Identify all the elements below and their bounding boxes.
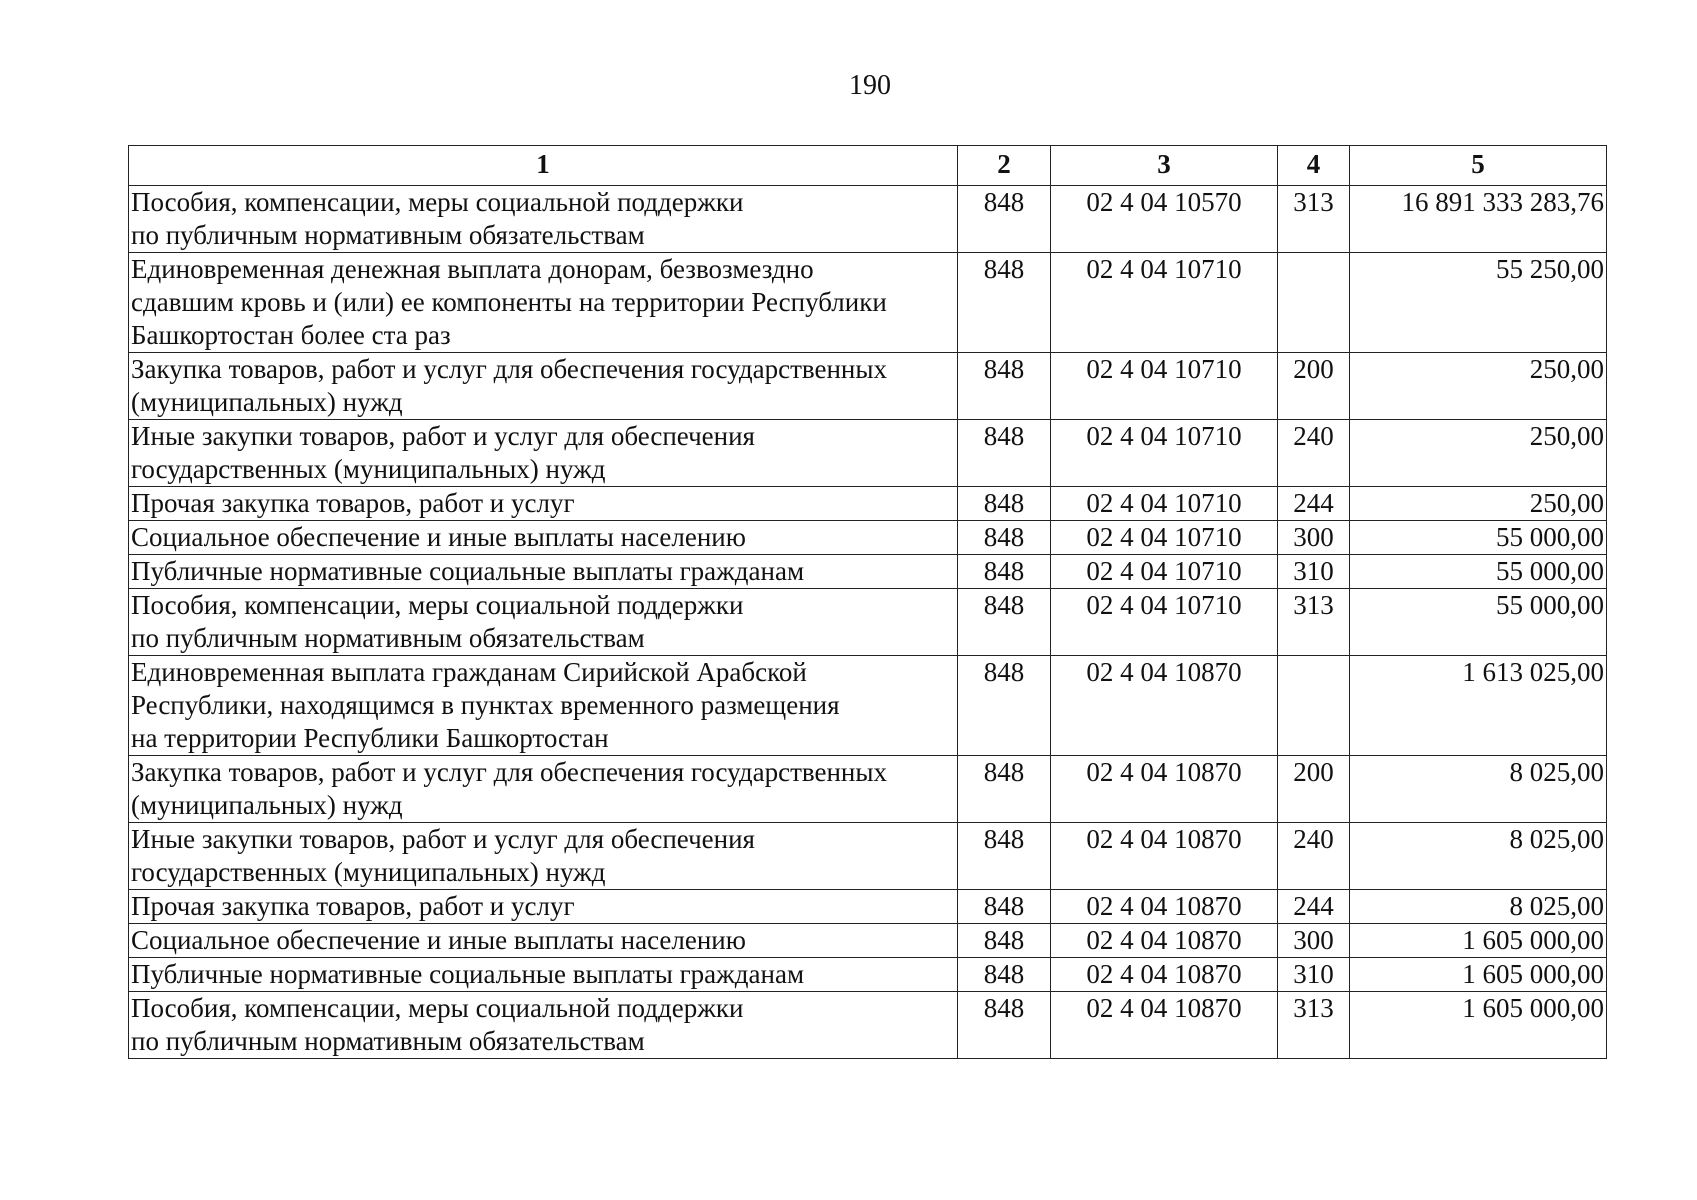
row-code-cell: 848 xyxy=(958,487,1051,521)
row-amount-cell: 8 025,00 xyxy=(1350,756,1607,823)
row-type-cell: 240 xyxy=(1278,420,1350,487)
row-type-cell: 200 xyxy=(1278,756,1350,823)
table-row xyxy=(129,253,1607,353)
row-code-cell: 848 xyxy=(958,656,1051,756)
row-type-cell: 200 xyxy=(1278,353,1350,420)
row-target-cell: 02 4 04 10710 xyxy=(1051,589,1278,656)
row-name-cell xyxy=(129,958,958,992)
row-code-cell: 848 xyxy=(958,186,1051,253)
row-amount-cell: 55 000,00 xyxy=(1350,521,1607,555)
row-type-cell xyxy=(1278,656,1350,756)
row-name-line: Социальное обеспечение и иные выплаты населению xyxy=(131,522,746,552)
row-name-line: сдавшим кровь и (или) ее компоненты на территории Республики xyxy=(131,287,887,317)
row-code-cell: 848 xyxy=(958,521,1051,555)
column-header-3: 3 xyxy=(1051,146,1278,186)
row-name-line: Республики, находящимся в пунктах временного размещения xyxy=(131,690,840,720)
row-amount-cell: 1 605 000,00 xyxy=(1350,992,1607,1059)
row-amount-cell: 1 613 025,00 xyxy=(1350,656,1607,756)
row-code-cell: 848 xyxy=(958,589,1051,656)
table-header-row xyxy=(129,146,1607,186)
table-row xyxy=(129,958,1607,992)
row-name-cell xyxy=(129,487,958,521)
row-name-cell xyxy=(129,186,958,253)
row-type-cell: 313 xyxy=(1278,186,1350,253)
row-amount-cell: 16 891 333 283,76 xyxy=(1350,186,1607,253)
row-target-cell: 02 4 04 10710 xyxy=(1051,521,1278,555)
row-name-cell xyxy=(129,589,958,656)
row-type-cell: 300 xyxy=(1278,521,1350,555)
row-amount-cell: 8 025,00 xyxy=(1350,890,1607,924)
table-row xyxy=(129,589,1607,656)
row-name-line: Прочая закупка товаров, работ и услуг xyxy=(131,891,575,921)
row-name-line: Закупка товаров, работ и услуг для обеспечения государственных xyxy=(131,354,888,384)
row-name-cell xyxy=(129,555,958,589)
row-name-line: Иные закупки товаров, работ и услуг для обеспечения xyxy=(131,421,755,451)
row-name-line: Публичные нормативные социальные выплаты гражданам xyxy=(131,959,805,989)
row-name-cell xyxy=(129,823,958,890)
row-name-line: Единовременная денежная выплата донорам, безвозмездно xyxy=(131,254,814,284)
table-row xyxy=(129,420,1607,487)
row-name-line: Закупка товаров, работ и услуг для обеспечения государственных xyxy=(131,757,888,787)
row-target-cell: 02 4 04 10710 xyxy=(1051,253,1278,353)
row-name-line: Пособия, компенсации, меры социальной поддержки xyxy=(131,590,744,620)
row-code-cell: 848 xyxy=(958,253,1051,353)
column-header-2: 2 xyxy=(958,146,1051,186)
row-target-cell: 02 4 04 10870 xyxy=(1051,656,1278,756)
row-code-cell: 848 xyxy=(958,924,1051,958)
row-name-line: Башкортостан более ста раз xyxy=(131,320,451,350)
table-row xyxy=(129,487,1607,521)
column-header-5: 5 xyxy=(1350,146,1607,186)
row-name-cell xyxy=(129,924,958,958)
row-name-line: государственных (муниципальных) нужд xyxy=(131,454,606,484)
row-name-line: по публичным нормативным обязательствам xyxy=(131,220,645,250)
table-row xyxy=(129,555,1607,589)
row-name-cell xyxy=(129,890,958,924)
row-name-line: Иные закупки товаров, работ и услуг для обеспечения xyxy=(131,824,755,854)
row-amount-cell: 250,00 xyxy=(1350,487,1607,521)
table-row xyxy=(129,353,1607,420)
row-name-cell xyxy=(129,992,958,1059)
row-target-cell: 02 4 04 10870 xyxy=(1051,958,1278,992)
row-name-cell xyxy=(129,353,958,420)
row-code-cell: 848 xyxy=(958,353,1051,420)
row-amount-cell: 1 605 000,00 xyxy=(1350,958,1607,992)
row-name-line: (муниципальных) нужд xyxy=(131,387,403,417)
row-code-cell: 848 xyxy=(958,992,1051,1059)
row-code-cell: 848 xyxy=(958,420,1051,487)
table-row xyxy=(129,992,1607,1059)
row-code-cell: 848 xyxy=(958,555,1051,589)
row-name-line: Прочая закупка товаров, работ и услуг xyxy=(131,488,575,518)
row-type-cell: 244 xyxy=(1278,487,1350,521)
row-target-cell: 02 4 04 10710 xyxy=(1051,420,1278,487)
row-code-cell: 848 xyxy=(958,756,1051,823)
row-name-line: (муниципальных) нужд xyxy=(131,790,403,820)
row-target-cell: 02 4 04 10710 xyxy=(1051,353,1278,420)
row-target-cell: 02 4 04 10870 xyxy=(1051,924,1278,958)
row-name-line: Единовременная выплата гражданам Сирийской Арабской xyxy=(131,657,807,687)
row-name-cell xyxy=(129,253,958,353)
row-name-line: Социальное обеспечение и иные выплаты населению xyxy=(131,925,746,955)
row-name-line: Пособия, компенсации, меры социальной поддержки xyxy=(131,993,744,1023)
row-amount-cell: 55 000,00 xyxy=(1350,555,1607,589)
row-target-cell: 02 4 04 10870 xyxy=(1051,756,1278,823)
row-code-cell: 848 xyxy=(958,823,1051,890)
page-number: 190 xyxy=(849,70,891,101)
row-target-cell: 02 4 04 10870 xyxy=(1051,823,1278,890)
row-type-cell: 300 xyxy=(1278,924,1350,958)
row-name-line: государственных (муниципальных) нужд xyxy=(131,857,606,887)
row-type-cell xyxy=(1278,253,1350,353)
row-target-cell: 02 4 04 10710 xyxy=(1051,487,1278,521)
row-target-cell: 02 4 04 10870 xyxy=(1051,890,1278,924)
row-name-line: на территории Республики Башкортостан xyxy=(131,723,609,753)
row-amount-cell: 55 000,00 xyxy=(1350,589,1607,656)
row-code-cell: 848 xyxy=(958,958,1051,992)
row-type-cell: 310 xyxy=(1278,555,1350,589)
table-row xyxy=(129,521,1607,555)
row-name-line: Пособия, компенсации, меры социальной поддержки xyxy=(131,187,744,217)
table-body xyxy=(129,186,1607,1059)
row-name-cell xyxy=(129,656,958,756)
row-name-cell xyxy=(129,420,958,487)
row-type-cell: 310 xyxy=(1278,958,1350,992)
row-type-cell: 313 xyxy=(1278,589,1350,656)
row-type-cell: 244 xyxy=(1278,890,1350,924)
table-row xyxy=(129,656,1607,756)
row-name-line: по публичным нормативным обязательствам xyxy=(131,1026,645,1056)
budget-table xyxy=(128,145,1607,1059)
row-target-cell: 02 4 04 10870 xyxy=(1051,992,1278,1059)
table-row xyxy=(129,823,1607,890)
row-name-line: Публичные нормативные социальные выплаты гражданам xyxy=(131,556,805,586)
row-name-cell xyxy=(129,521,958,555)
row-amount-cell: 250,00 xyxy=(1350,420,1607,487)
table-row xyxy=(129,890,1607,924)
row-type-cell: 240 xyxy=(1278,823,1350,890)
table-row xyxy=(129,924,1607,958)
column-header-4: 4 xyxy=(1278,146,1350,186)
row-type-cell: 313 xyxy=(1278,992,1350,1059)
row-name-cell xyxy=(129,756,958,823)
table-row xyxy=(129,186,1607,253)
row-target-cell: 02 4 04 10570 xyxy=(1051,186,1278,253)
row-amount-cell: 1 605 000,00 xyxy=(1350,924,1607,958)
row-amount-cell: 8 025,00 xyxy=(1350,823,1607,890)
row-target-cell: 02 4 04 10710 xyxy=(1051,555,1278,589)
row-amount-cell: 250,00 xyxy=(1350,353,1607,420)
column-header-1: 1 xyxy=(129,146,958,186)
row-code-cell: 848 xyxy=(958,890,1051,924)
table-row xyxy=(129,756,1607,823)
row-amount-cell: 55 250,00 xyxy=(1350,253,1607,353)
row-name-line: по публичным нормативным обязательствам xyxy=(131,623,645,653)
